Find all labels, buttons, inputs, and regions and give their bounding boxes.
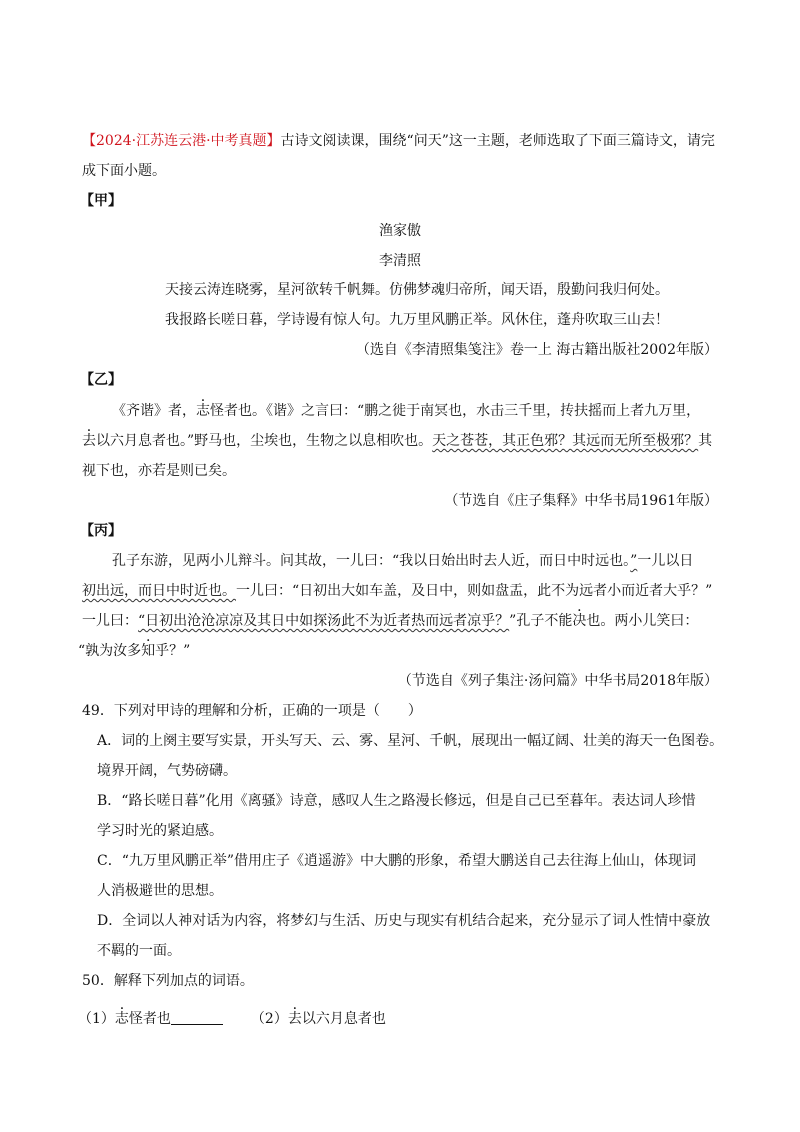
question-intro-line-1: 【2024·江苏连云港·中考真题】古诗文阅读课，围绕“问天”这一主题，老师选取了下面三篇诗文，请完 bbox=[82, 133, 715, 149]
passage-bing-line-1: 孔子东游，见两小儿辩斗。问其故，一儿曰：“我以日始出时去人近，而日中时远也。”一儿以日 bbox=[112, 553, 694, 569]
section-label-jia: 【甲】 bbox=[80, 193, 122, 209]
question-49-option-a-cont: 境界开阔，气势磅礴。 bbox=[97, 763, 237, 779]
question-49-option-c-cont: 人消极避世的思想。 bbox=[97, 883, 223, 899]
passage-bing-line-3: 一儿曰：“日初出沧沧凉凉及其日中如探汤此不为近者热而远者凉乎？”孔子不能决也。两小儿笑曰： bbox=[82, 613, 699, 629]
passage-bing-line-2: 初出远，而日中时近也。一儿曰：“日初出大如车盖，及日中，则如盘盂，此不为远者小而近者大乎？” bbox=[82, 583, 713, 599]
question-50-items: （1）志怪者也 （2）去以六月息者也 bbox=[78, 1011, 386, 1027]
dotted-word: 志 bbox=[196, 403, 210, 419]
poem-author: 李清照 bbox=[379, 253, 421, 269]
wavy-underlined-sentence: “日初出沧沧凉凉及其日中如探汤此不为近者热而远者凉乎？ bbox=[138, 613, 510, 629]
wavy-underlined-sentence: 初出远，而日中时近也。 bbox=[82, 583, 236, 599]
question-intro-line-2: 成下面小题。 bbox=[82, 163, 166, 179]
question-49-option-a: A．词的上阕主要写实景，开头写天、云、雾、星河、千帆，展现出一幅辽阔、壮美的海天一色图卷。 bbox=[97, 733, 724, 749]
question-49-option-d: D．全词以人神对话为内容，将梦幻与生活、历史与现实有机结合起来，充分显示了词人性情中豪放 bbox=[97, 913, 711, 929]
poem-line-1: 天接云涛连晓雾，星河欲转千帆舞。仿佛梦魂归帝所，闻天语，殷勤问我归何处。 bbox=[165, 282, 669, 298]
question-49-stem: 49．下列对甲诗的理解和分析，正确的一项是（ ） bbox=[82, 703, 422, 719]
wavy-underlined-sentence: 天之苍苍，其正色邪？其远而无所至极邪？ bbox=[432, 433, 699, 449]
dotted-word: 知 bbox=[141, 643, 156, 659]
question-50-stem: 50．解释下列加点的词语。 bbox=[82, 973, 254, 989]
question-49-option-b: B．“路长嗟日暮”化用《离骚》诗意，感叹人生之路漫长修远，但是自己已至暮年。表达词人珍惜 bbox=[97, 793, 696, 809]
passage-yi-line-2: 去以六月息者也。”野马也，尘埃也，生物之以息相吹也。天之苍苍，其正色邪？其远而无所至极邪？其 bbox=[82, 433, 713, 449]
section-label-bing: 【丙】 bbox=[80, 523, 122, 539]
dotted-word: 去 bbox=[287, 1011, 302, 1027]
exam-source-tag: 【2024·江苏连云港·中考真题】 bbox=[82, 133, 281, 149]
section-label-yi: 【乙】 bbox=[80, 372, 122, 388]
question-49-option-c: C．“九万里风鹏正举”借用庄子《逍遥游》中大鹏的形象，希望大鹏送自己去往海上仙山，体现词 bbox=[97, 853, 697, 869]
answer-blank[interactable] bbox=[171, 1010, 223, 1025]
source-citation-jia: （选自《李清照集笺注》卷一上 海古籍出版社2002年版） bbox=[355, 342, 718, 358]
source-citation-yi: （节选自《庄子集释》中华书局1961年版） bbox=[444, 493, 718, 509]
passage-bing-line-4: “孰为汝多知乎？” bbox=[78, 643, 191, 659]
dotted-word: 去 bbox=[82, 433, 96, 449]
question-49-option-d-cont: 不羁的一面。 bbox=[97, 943, 181, 959]
question-49-option-b-cont: 学习时光的紧迫感。 bbox=[97, 823, 223, 839]
poem-line-2: 我报路长嗟日暮，学诗谩有惊人句。九万里风鹏正举。风休住，蓬舟吹取三山去！ bbox=[165, 312, 669, 328]
poem-title: 渔家傲 bbox=[379, 223, 421, 239]
dotted-word: 志 bbox=[114, 1011, 129, 1027]
passage-yi-line-1: 《齐谐》者，志怪者也。《谐》之言曰：“鹏之徙于南冥也，水击三千里，抟扶摇而上者九万里， bbox=[112, 403, 701, 419]
dotted-word: 决 bbox=[572, 613, 587, 629]
passage-yi-line-3: 视下也，亦若是则已矣。 bbox=[82, 463, 236, 479]
source-citation-bing: （节选自《列子集注·汤问篇》中华书局2018年版） bbox=[397, 673, 718, 689]
